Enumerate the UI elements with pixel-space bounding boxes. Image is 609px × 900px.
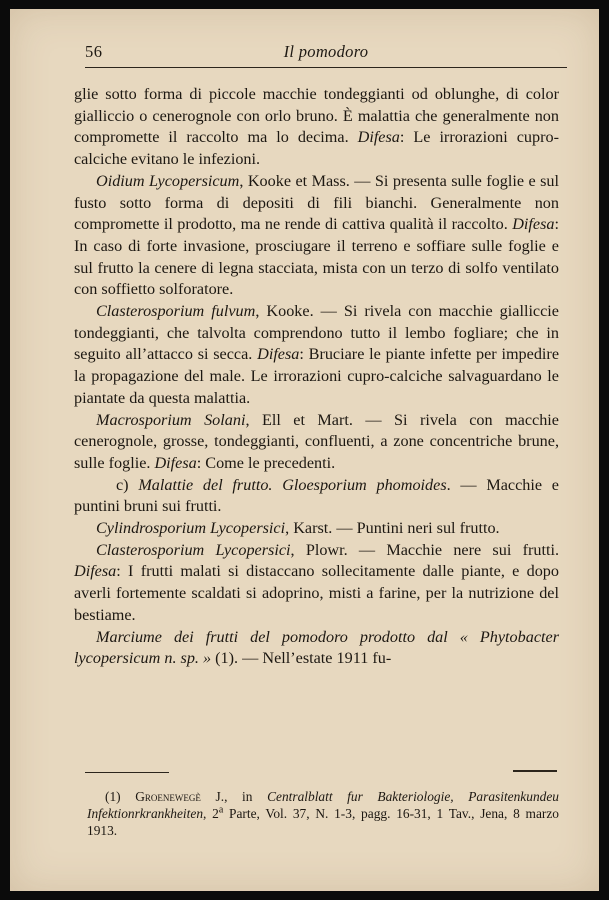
paragraph-continuation — [74, 84, 559, 171]
text-run: , in — [224, 789, 268, 804]
paragraph-clasterosporium-fulvum — [74, 301, 559, 410]
text-run: : Come le precedenti. — [196, 453, 336, 472]
paragraph-oidium — [74, 171, 559, 301]
footnote-journal: Centralblatt fur Bakteriologie, Parasitenkundeu Infektionrkrankheiten — [87, 789, 559, 821]
paragraph-malattie-frutto — [74, 475, 559, 518]
superscript: a — [218, 804, 224, 816]
text-run: Parte, Vol. 37, N. 1-3, pagg. 16-31, 1 Tav., Jena, 8 marzo 1913. — [87, 805, 559, 838]
species-name: Clasterosporium fulvum — [96, 302, 256, 321]
text-run: . — Nell’estate 1911 fu- — [234, 649, 392, 668]
section-heading: Malattie del frutto. Gloesporium phomoides — [138, 475, 447, 494]
page-number: 56 — [85, 42, 103, 61]
footnote-separator — [85, 768, 557, 774]
text-run: , Plowr. — Macchie nere sui frutti. — [290, 540, 559, 559]
footnote — [87, 789, 559, 839]
footnote-reference: (1) — [215, 649, 235, 668]
text-run: , Karst. — Puntini neri sul frutto. — [285, 519, 500, 538]
footnote-author: Groenewegè J. — [135, 789, 225, 804]
text-run: : I frutti malati si distaccano sollecitamente dalle piante, e dopo averli fortemente scaldati si adoprino, misti a farine, per la nutrizione del bestiame. — [74, 562, 559, 624]
text-run: : In caso di forte invasione, prosciugare il terreno e soffiare sulle foglie e sul frutto la cenere di legna stacciata, mista con un terzo di solfo ventilato con soffietto solforatore. — [74, 215, 559, 299]
paragraph-clasterosporium-lycopersici — [74, 540, 559, 627]
paragraph-macrosporium — [74, 410, 559, 475]
difesa-label: Difesa — [257, 345, 300, 364]
body-text — [74, 84, 559, 670]
species-name: Clasterosporium Lycopersici — [96, 540, 291, 559]
difesa-label: Difesa — [74, 562, 117, 581]
footnote-marker: (1) — [105, 789, 121, 804]
text-run: , Kooke. — Si rivela con macchie gialliccie tondeggianti, che talvolta comprendono tutto il lembo fogliare; che in seguito all’attacco si secca. — [74, 302, 559, 364]
footnote-rule-left — [85, 772, 169, 773]
footnote-rule-right — [513, 770, 557, 772]
footnote-text — [87, 789, 559, 839]
difesa-label: Difesa — [154, 453, 197, 472]
species-name: Oidium Lycopersicum — [96, 171, 240, 190]
species-name: Macrosporium Solani — [96, 410, 246, 429]
text-run: , Ell et Mart. — Si rivela con macchie cenerognole, grosse, tondeggianti, confluenti, a zone concentriche brune, sulle foglie. — [74, 410, 559, 472]
page-header — [85, 42, 567, 68]
section-letter: c) — [116, 475, 139, 494]
paragraph-cylindrosporium — [74, 518, 559, 540]
text-run: , 2 — [203, 805, 219, 821]
section-heading: Marciume dei frutti del pomodoro prodotto dal « Phytobacter lycopersicum n. sp. » — [74, 627, 559, 668]
header-rule — [85, 67, 567, 68]
text-run: : Le irrorazioni cupro-calciche evitano le infezioni. — [74, 128, 559, 169]
text-run: . — Macchie e puntini bruni sui frutti. — [74, 475, 559, 516]
species-name: Cylindrosporium Lycopersici — [96, 519, 286, 538]
running-title: Il pomodoro — [283, 42, 369, 61]
text-run: glie sotto forma di piccole macchie tondeggianti od oblunghe, di color gialliccio o cenerognole con orlo bruno. È malattia che generalmente non compromette il raccolto ma lo decima. — [74, 85, 559, 147]
text-run: : Bruciare le piante infette per impedire la propagazione del male. Le irrorazioni cupro-calciche salvaguardano le piantate da questa malattia. — [74, 345, 559, 407]
difesa-label: Difesa — [357, 128, 400, 147]
paragraph-marciume — [74, 627, 559, 670]
difesa-label: Difesa — [512, 215, 555, 234]
text-run: , Kooke et Mass. — Si presenta sulle foglie e sul fusto sotto forma di depositi di fili bianchi. Generalmente non compromette il prodotto, ma ne rende di cattiva qualità il raccolto. — [74, 171, 559, 234]
